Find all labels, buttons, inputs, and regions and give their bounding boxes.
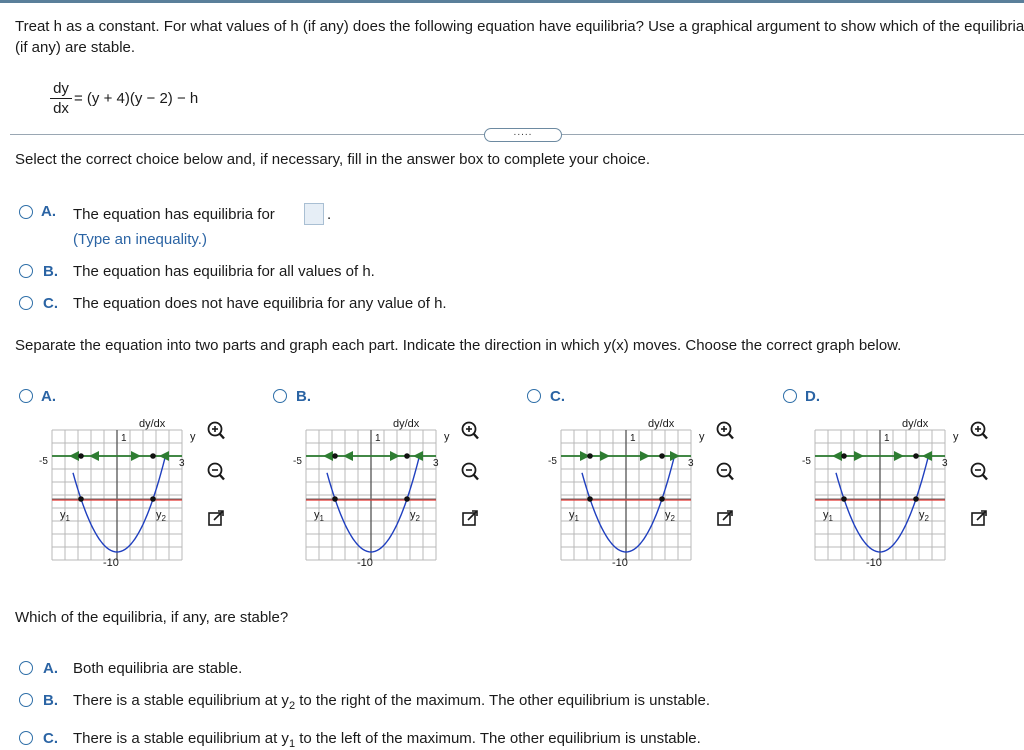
y1-label-main: y (823, 509, 829, 521)
part1-option-b-letter: B. (43, 263, 58, 280)
direction-arrow (600, 451, 610, 461)
tick-label-left: -5 (39, 456, 48, 467)
zoom-in-icon[interactable] (969, 421, 989, 441)
y-axis-label: dy/dx (393, 418, 420, 430)
tick-label-top: 1 (375, 433, 381, 444)
open-graph-icon[interactable] (460, 508, 480, 528)
part1-option-a-hint: (Type an inequality.) (73, 231, 207, 248)
tick-label-left: -5 (802, 456, 811, 467)
tick-label-left: -5 (548, 456, 557, 467)
open-graph-icon[interactable] (969, 508, 989, 528)
equilibrium-dot-y1 (332, 496, 338, 502)
y-axis-label: dy/dx (902, 418, 929, 430)
parabola-curve (836, 458, 928, 552)
graph-option-a-radio[interactable] (19, 389, 33, 403)
zoom-out-icon[interactable] (969, 462, 989, 482)
graph-option-c-letter: C. (550, 388, 565, 405)
graph-a (35, 410, 225, 580)
part3-question: Which of the equilibria, if any, are stable? (15, 609, 289, 626)
direction-arrow (854, 451, 864, 461)
graph-b (289, 410, 479, 580)
equilibrium-dot-y2 (913, 496, 919, 502)
tick-label-bottom: -10 (357, 557, 373, 569)
part3-option-b-letter: B. (43, 692, 58, 709)
y1-label-sub: 1 (828, 514, 833, 523)
y2-label (665, 509, 676, 523)
tick-label-top: 1 (630, 433, 636, 444)
part3-option-b-text (73, 692, 710, 712)
graph-svg (798, 410, 988, 580)
graph-svg (35, 410, 225, 580)
y1-label-sub: 1 (65, 514, 70, 523)
phase-dot-y1 (587, 453, 593, 459)
part3-option-b-post: to the right of the maximum. The other equilibrium is unstable. (295, 692, 710, 709)
direction-arrow (894, 451, 904, 461)
graph-option-b-letter: B. (296, 388, 311, 405)
equilibrium-dot-y2 (150, 496, 156, 502)
tick-label-left: -5 (293, 456, 302, 467)
part3-option-b-radio[interactable] (19, 693, 33, 707)
direction-arrow (640, 451, 650, 461)
tick-label-right: 3 (688, 458, 694, 469)
zoom-out-icon[interactable] (715, 462, 735, 482)
x-axis-label: y (953, 431, 959, 443)
y2-label-main: y (665, 509, 671, 521)
graph-c (544, 410, 734, 580)
phase-dot-y2 (659, 453, 665, 459)
part2-instruction: Separate the equation into two parts and graph each part. Indicate the direction in which y(x) moves. Choose the correct graph below. (15, 337, 902, 354)
y1-label-main: y (569, 509, 575, 521)
x-axis-label: y (444, 431, 450, 443)
graph-option-b-radio[interactable] (273, 389, 287, 403)
y1-label (823, 509, 834, 523)
zoom-in-icon[interactable] (715, 421, 735, 441)
equation-rhs: = (y + 4)(y − 2) − h (74, 90, 199, 107)
part3-option-a-radio[interactable] (19, 661, 33, 675)
y1-label-sub: 1 (574, 514, 579, 523)
show-more-button[interactable]: ..... (484, 128, 562, 142)
y-axis-label: dy/dx (648, 418, 675, 430)
y2-label-sub: 2 (924, 514, 929, 523)
part1-option-a-radio[interactable] (19, 205, 33, 219)
y1-label-sub: 1 (319, 514, 324, 523)
graph-option-c-radio[interactable] (527, 389, 541, 403)
y1-label-main: y (314, 509, 320, 521)
part1-option-c-letter: C. (43, 295, 58, 312)
parabola-curve (582, 458, 674, 552)
y2-label (919, 509, 930, 523)
part3-option-c-pre: There is a stable equilibrium at y (73, 730, 289, 747)
open-graph-icon[interactable] (715, 508, 735, 528)
part3-option-a-text: Both equilibria are stable. (73, 660, 243, 677)
x-axis-label: y (699, 431, 705, 443)
part3-option-a-letter: A. (43, 660, 58, 677)
top-border (0, 0, 1024, 3)
direction-arrow (69, 451, 79, 461)
direction-arrow (832, 451, 842, 461)
zoom-out-icon[interactable] (206, 462, 226, 482)
part3-option-c-text (73, 730, 701, 750)
y1-label (60, 509, 71, 523)
y2-label-sub: 2 (670, 514, 675, 523)
y2-label-main: y (919, 509, 925, 521)
y2-label-main: y (410, 509, 416, 521)
open-graph-icon[interactable] (206, 508, 226, 528)
tick-label-bottom: -10 (612, 557, 628, 569)
direction-arrow (323, 451, 333, 461)
part1-option-b-radio[interactable] (19, 264, 33, 278)
y1-label (314, 509, 325, 523)
direction-arrow (390, 451, 400, 461)
y2-label (156, 509, 167, 523)
graph-svg (289, 410, 479, 580)
tick-label-right: 3 (942, 458, 948, 469)
graph-option-d-letter: D. (805, 388, 820, 405)
part1-option-c-text: The equation does not have equilibria for any value of h. (73, 295, 447, 312)
direction-arrow (131, 451, 141, 461)
equilibrium-dot-y2 (659, 496, 665, 502)
graph-option-d-radio[interactable] (783, 389, 797, 403)
part3-option-c-post: to the left of the maximum. The other equilibrium is unstable. (295, 730, 701, 747)
phase-dot-y2 (150, 453, 156, 459)
equilibrium-dot-y2 (404, 496, 410, 502)
part3-option-b-pre: There is a stable equilibrium at y (73, 692, 289, 709)
y2-label-sub: 2 (161, 514, 166, 523)
y1-label-main: y (60, 509, 66, 521)
part3-option-c-sub: 1 (288, 738, 296, 750)
part1-option-b-text: The equation has equilibria for all values of h. (73, 263, 375, 280)
tick-label-right: 3 (179, 458, 185, 469)
parabola-curve (73, 458, 165, 552)
tick-label-bottom: -10 (866, 557, 882, 569)
y2-label-main: y (156, 509, 162, 521)
y2-label (410, 509, 421, 523)
fraction-numerator: dy (53, 80, 69, 97)
zoom-out-icon[interactable] (460, 462, 480, 482)
derivative-fraction (50, 80, 72, 117)
y2-label-sub: 2 (415, 514, 420, 523)
part1-option-a-text: The equation has equilibria for (73, 206, 275, 223)
tick-label-top: 1 (884, 433, 890, 444)
graph-svg (544, 410, 734, 580)
part1-option-c-radio[interactable] (19, 296, 33, 310)
part1-instruction: Select the correct choice below and, if necessary, fill in the answer box to complete your choice. (15, 151, 651, 168)
y-axis-label: dy/dx (139, 418, 166, 430)
part3-option-c-radio[interactable] (19, 731, 33, 745)
parabola-curve (327, 458, 419, 552)
phase-dot-y1 (332, 453, 338, 459)
part3-option-c-letter: C. (43, 730, 58, 747)
equilibrium-dot-y1 (587, 496, 593, 502)
phase-dot-y1 (841, 453, 847, 459)
graph-option-a-letter: A. (41, 388, 56, 405)
inequality-answer-box[interactable] (304, 203, 324, 225)
phase-dot-y1 (78, 453, 84, 459)
tick-label-top: 1 (121, 433, 127, 444)
zoom-in-icon[interactable] (206, 421, 226, 441)
equilibrium-dot-y1 (78, 496, 84, 502)
phase-dot-y2 (404, 453, 410, 459)
graph-d (798, 410, 988, 580)
fraction-denominator: dx (53, 100, 69, 117)
part3-option-b-sub: 2 (288, 700, 296, 712)
part1-option-a-period: . (327, 206, 332, 223)
part1-option-a-letter: A. (41, 203, 56, 220)
equilibrium-dot-y1 (841, 496, 847, 502)
phase-dot-y2 (913, 453, 919, 459)
y1-label (569, 509, 580, 523)
tick-label-bottom: -10 (103, 557, 119, 569)
question-text: Treat h as a constant. For what values of h (if any) does the following equation have equilibria? Use a graphical argument to show which of the equilibria (if any) are stable. (15, 18, 1024, 56)
tick-label-right: 3 (433, 458, 439, 469)
x-axis-label: y (190, 431, 196, 443)
zoom-in-icon[interactable] (460, 421, 480, 441)
